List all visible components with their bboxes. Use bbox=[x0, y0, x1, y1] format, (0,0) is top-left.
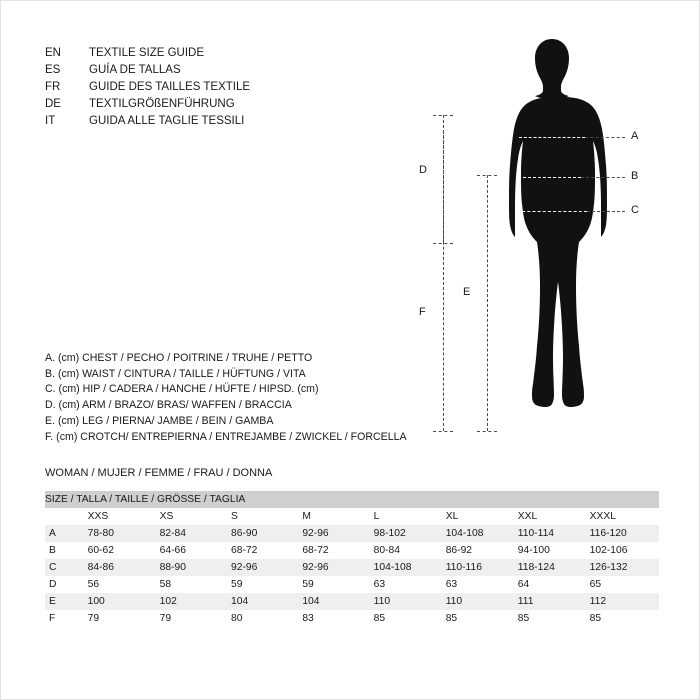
label-a: A bbox=[631, 130, 639, 142]
table-row bbox=[45, 559, 659, 576]
measure-leader-b bbox=[581, 177, 625, 178]
cell-c-l: 104-108 bbox=[370, 559, 442, 576]
title-block bbox=[45, 45, 345, 130]
title-row-fr bbox=[45, 79, 345, 96]
cell-c-xl: 110-116 bbox=[442, 559, 514, 576]
table-row bbox=[45, 525, 659, 542]
title-row-it bbox=[45, 113, 345, 130]
table-row bbox=[45, 610, 659, 627]
language-code-es: ES bbox=[45, 64, 61, 76]
label-f: F bbox=[419, 306, 426, 318]
measure-line-a-body bbox=[519, 137, 585, 138]
column-header-s: S bbox=[227, 508, 298, 525]
language-code-en: EN bbox=[45, 47, 61, 59]
title-row-de bbox=[45, 96, 345, 113]
legend-line-f: F. (cm) CROTCH/ ENTREPIERNA / ENTREJAMBE / ZWICKEL / FORCELLA bbox=[45, 430, 407, 443]
cell-f-s: 80 bbox=[227, 610, 298, 627]
language-code-de: DE bbox=[45, 98, 61, 110]
label-c: C bbox=[631, 204, 639, 216]
cell-e-xl: 110 bbox=[442, 593, 514, 610]
measure-tick-e-top bbox=[477, 175, 497, 176]
column-header-xxl: XXL bbox=[514, 508, 586, 525]
column-header-blank bbox=[45, 508, 84, 525]
row-label-e: E bbox=[45, 593, 84, 610]
cell-a-xxs: 78-80 bbox=[84, 525, 156, 542]
title-text-en: TEXTILE SIZE GUIDE bbox=[89, 47, 205, 59]
column-header-m: M bbox=[298, 508, 369, 525]
cell-f-m: 83 bbox=[298, 610, 369, 627]
label-b: B bbox=[631, 170, 639, 182]
language-code-it: IT bbox=[45, 115, 56, 127]
column-header-xxxl: XXXL bbox=[586, 508, 659, 525]
label-e: E bbox=[463, 286, 471, 298]
cell-d-xs: 58 bbox=[156, 576, 227, 593]
cell-d-xxl: 64 bbox=[514, 576, 586, 593]
measure-line-b-body bbox=[523, 177, 581, 178]
cell-a-s: 86-90 bbox=[227, 525, 298, 542]
legend-line-e: E. (cm) LEG / PIERNA/ JAMBE / BEIN / GAMBA bbox=[45, 414, 274, 427]
cell-d-xxs: 56 bbox=[84, 576, 156, 593]
language-code-fr: FR bbox=[45, 81, 61, 93]
cell-a-xs: 82-84 bbox=[156, 525, 227, 542]
cell-b-xs: 64-66 bbox=[156, 542, 227, 559]
table-column-row bbox=[45, 508, 659, 525]
cell-e-xxxl: 112 bbox=[586, 593, 659, 610]
size-table bbox=[45, 491, 659, 627]
title-text-de: TEXTILGRÖßENFÜHRUNG bbox=[89, 98, 235, 110]
cell-e-l: 110 bbox=[370, 593, 442, 610]
cell-f-l: 85 bbox=[370, 610, 442, 627]
row-label-a: A bbox=[45, 525, 84, 542]
column-header-xl: XL bbox=[442, 508, 514, 525]
legend-line-c: C. (cm) HIP / CADERA / HANCHE / HÜFTE / HIPSD. (cm) bbox=[45, 383, 319, 396]
measure-leader-c bbox=[587, 211, 625, 212]
measurement-legend bbox=[45, 351, 465, 445]
cell-e-xs: 102 bbox=[156, 593, 227, 610]
title-text-fr: GUIDE DES TAILLES TEXTILE bbox=[89, 81, 251, 93]
cell-f-xxxl: 85 bbox=[586, 610, 659, 627]
cell-e-m: 104 bbox=[298, 593, 369, 610]
cell-b-l: 80-84 bbox=[370, 542, 442, 559]
legend-line-a: A. (cm) CHEST / PECHO / POITRINE / TRUHE / PETTO bbox=[45, 352, 313, 364]
title-row-es bbox=[45, 62, 345, 79]
cell-c-xxl: 118-124 bbox=[514, 559, 586, 576]
cell-a-xxl: 110-114 bbox=[514, 525, 586, 542]
cell-b-xxl: 94-100 bbox=[514, 542, 586, 559]
cell-c-s: 92-96 bbox=[227, 559, 298, 576]
column-header-xs: XS bbox=[156, 508, 227, 525]
cell-b-xxxl: 102-106 bbox=[586, 542, 659, 559]
legend-subtitle: WOMAN / MUJER / FEMME / FRAU / DONNA bbox=[45, 467, 273, 479]
cell-d-xl: 63 bbox=[442, 576, 514, 593]
row-label-c: C bbox=[45, 559, 84, 576]
size-table-wrapper bbox=[45, 491, 659, 627]
cell-a-xxxl: 116-120 bbox=[586, 525, 659, 542]
table-header-title: SIZE / TALLA / TAILLE / GRÖSSE / TAGLIA bbox=[45, 491, 659, 508]
cell-c-m: 92-96 bbox=[298, 559, 369, 576]
cell-b-xl: 86-92 bbox=[442, 542, 514, 559]
cell-c-xs: 88-90 bbox=[156, 559, 227, 576]
table-row bbox=[45, 593, 659, 610]
cell-a-xl: 104-108 bbox=[442, 525, 514, 542]
cell-d-m: 59 bbox=[298, 576, 369, 593]
cell-f-xxl: 85 bbox=[514, 610, 586, 627]
title-row-en bbox=[45, 45, 345, 62]
cell-d-l: 63 bbox=[370, 576, 442, 593]
cell-c-xxxl: 126-132 bbox=[586, 559, 659, 576]
table-row bbox=[45, 542, 659, 559]
cell-f-xs: 79 bbox=[156, 610, 227, 627]
table-header-row bbox=[45, 491, 659, 508]
row-label-d: D bbox=[45, 576, 84, 593]
cell-e-xxl: 111 bbox=[514, 593, 586, 610]
cell-e-s: 104 bbox=[227, 593, 298, 610]
legend-line-d: D. (cm) ARM / BRAZO/ BRAS/ WAFFEN / BRACCIA bbox=[45, 399, 292, 412]
cell-f-xl: 85 bbox=[442, 610, 514, 627]
cell-d-xxxl: 65 bbox=[586, 576, 659, 593]
cell-b-xxs: 60-62 bbox=[84, 542, 156, 559]
title-text-es: GUÍA DE TALLAS bbox=[89, 64, 181, 76]
title-text-it: GUIDA ALLE TAGLIE TESSILI bbox=[89, 115, 245, 127]
row-label-b: B bbox=[45, 542, 84, 559]
cell-e-xxs: 100 bbox=[84, 593, 156, 610]
row-label-f: F bbox=[45, 610, 84, 627]
column-header-xxs: XXS bbox=[84, 508, 156, 525]
table-row bbox=[45, 576, 659, 593]
cell-a-m: 92-96 bbox=[298, 525, 369, 542]
cell-c-xxs: 84-86 bbox=[84, 559, 156, 576]
cell-f-xxs: 79 bbox=[84, 610, 156, 627]
cell-b-m: 68-72 bbox=[298, 542, 369, 559]
measure-tick-e-bottom bbox=[477, 431, 497, 432]
measure-leader-a bbox=[585, 137, 625, 138]
measure-axis-e bbox=[487, 175, 488, 431]
column-header-l: L bbox=[370, 508, 442, 525]
cell-a-l: 98-102 bbox=[370, 525, 442, 542]
measure-line-c-body bbox=[517, 211, 587, 212]
cell-d-s: 59 bbox=[227, 576, 298, 593]
cell-b-s: 68-72 bbox=[227, 542, 298, 559]
legend-line-b: B. (cm) WAIST / CINTURA / TAILLE / HÜFTUNG / VITA bbox=[45, 367, 306, 380]
label-d: D bbox=[419, 164, 427, 176]
measure-tick-d-top bbox=[433, 115, 453, 116]
